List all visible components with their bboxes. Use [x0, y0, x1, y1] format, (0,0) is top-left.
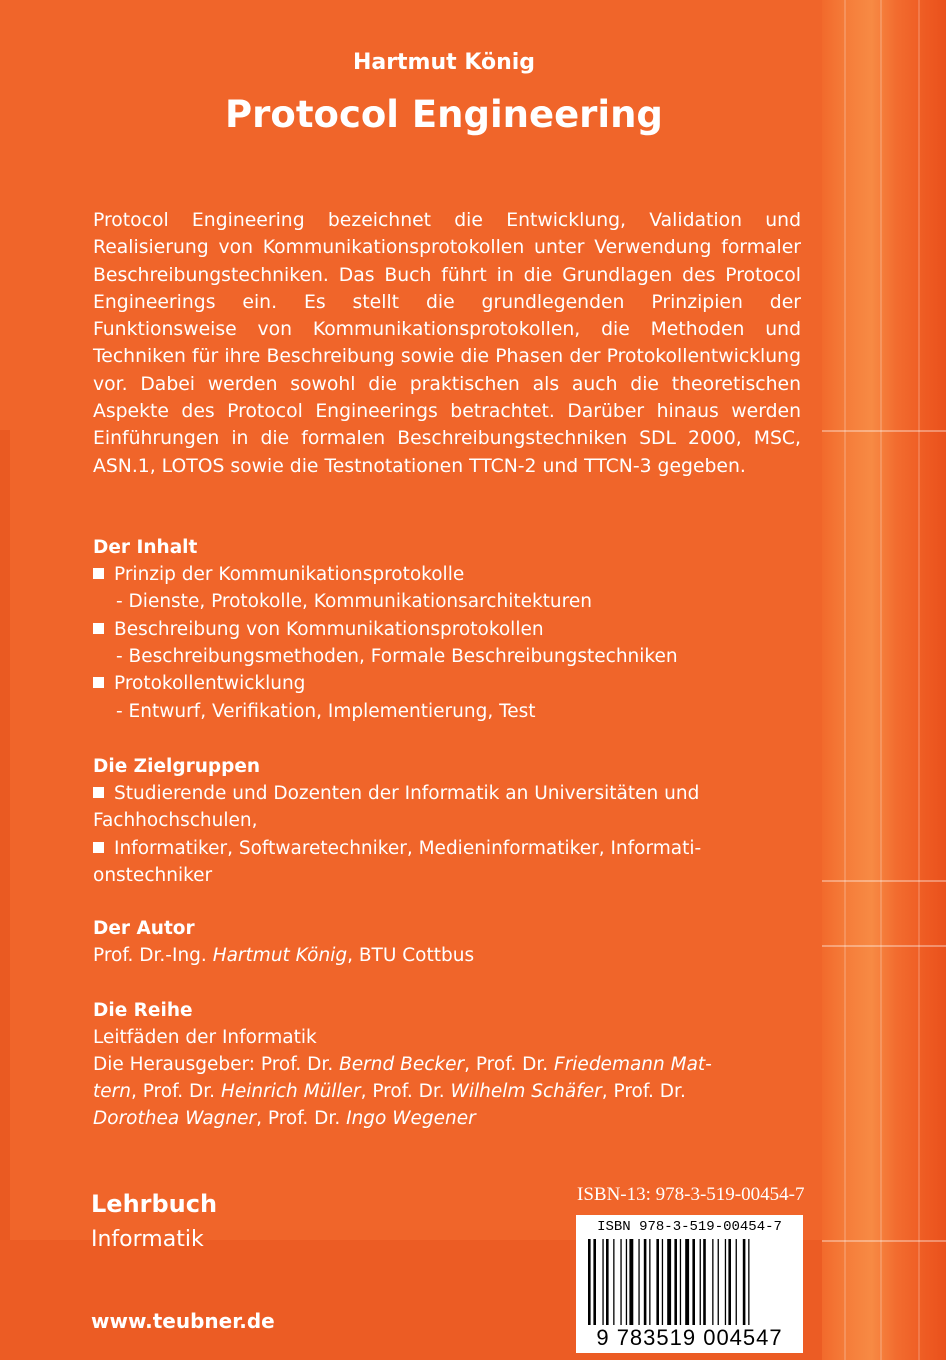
list-item-sub: - Dienste, Protokolle, Kommunikationsarchitekturen: [116, 591, 592, 612]
section-heading-inhalt: Der Inhalt: [93, 537, 198, 558]
section-heading-autor: Der Autor: [93, 918, 195, 939]
editors-line-2: tern, Prof. Dr. Heinrich Müller, Prof. Dr. Wilhelm Schäfer, Prof. Dr.: [93, 1081, 686, 1102]
bullet-square-icon: [93, 677, 104, 688]
list-item: Informatiker, Softwaretechniker, Medieninformatiker, Informati-: [93, 838, 701, 859]
series-name: Leitfäden der Informatik: [93, 1027, 317, 1048]
list-item: Beschreibung von Kommunikationsprotokollen: [93, 619, 544, 640]
bottom-band: [0, 1240, 946, 1360]
editors-line-3: Dorothea Wagner, Prof. Dr. Ingo Wegener: [93, 1108, 476, 1129]
barcode: [576, 1215, 803, 1353]
imprint-lehrbuch: Lehrbuch: [91, 1190, 218, 1218]
section-heading-zielgruppen: Die Zielgruppen: [93, 756, 261, 777]
left-decor-strip: [0, 430, 10, 1250]
list-item-sub: - Beschreibungsmethoden, Formale Beschreibungstechniken: [116, 646, 678, 667]
isbn-label: ISBN-13: 978-3-519-00454-7: [577, 1184, 805, 1205]
right-decor-strip: [822, 0, 946, 1360]
blurb: [93, 207, 801, 480]
list-item: Prinzip der Kommunikationsprotokolle: [93, 564, 464, 585]
blurb-text: Protocol Engineering bezeichnet die Entwicklung, Validation und Realisierung von Kommunikationsprotokollen unter Verwendung formaler Beschreibungstechniken. Das Buch führt in die Grundlagen des Protocol Engineerings ein. Es stellt die grundlegenden Prinzipien der Funktionsweise von Kommunikationsprotokollen, die Methoden und Techniken für ihre Beschreibung sowie die Phasen der Protokollentwicklung vor. Dabei werden sowohl die praktischen als auch die theoretischen Aspekte des Protocol Engineerings betrachtet. Darüber hinaus werden Einführungen in die formalen Beschreibungstechniken SDL 2000, MSC, ASN.1, LOTOS sowie die Testnotationen TTCN-2 und TTCN-3 gegeben.: [93, 210, 801, 477]
bullet-square-icon: [93, 842, 104, 853]
list-item: Protokollentwicklung: [93, 673, 305, 694]
barcode-isbn-text: ISBN 978-3-519-00454-7: [597, 1219, 782, 1235]
author-line: Prof. Dr.-Ing. Hartmut König, BTU Cottbus: [93, 945, 475, 966]
barcode-digits: 9 783519 004547: [596, 1325, 783, 1350]
bullet-square-icon: [93, 623, 104, 634]
barcode-bars-icon: [588, 1239, 793, 1325]
publisher-url[interactable]: www.teubner.de: [91, 1309, 275, 1333]
bullet-square-icon: [93, 568, 104, 579]
list-item-cont: Fachhochschulen,: [93, 810, 258, 831]
book-title: Protocol Engineering: [225, 93, 663, 136]
author-name: Hartmut König: [352, 50, 536, 75]
list-item-cont: onstechniker: [93, 865, 213, 886]
list-item-sub: - Entwurf, Verifikation, Implementierung, Test: [116, 701, 536, 722]
list-item: Studierende und Dozenten der Informatik an Universitäten und: [93, 783, 699, 804]
imprint-informatik: Informatik: [91, 1227, 204, 1252]
editors-line-1: Die Herausgeber: Prof. Dr. Bernd Becker, Prof. Dr. Friedemann Mat-: [93, 1054, 712, 1075]
section-heading-reihe: Die Reihe: [93, 1000, 193, 1021]
bullet-square-icon: [93, 787, 104, 798]
